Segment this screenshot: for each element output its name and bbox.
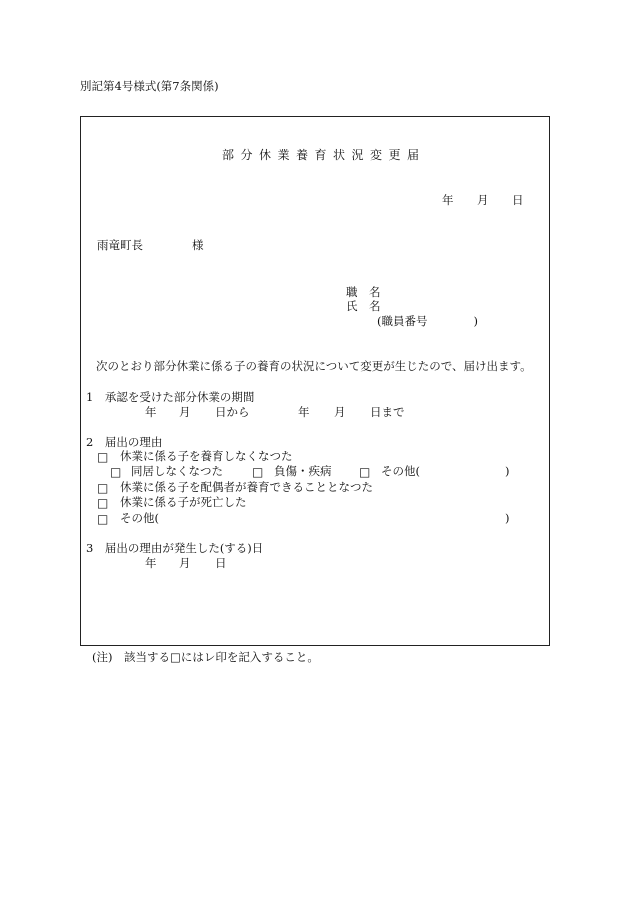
- form-number-label: 別記第4号様式(第7条関係): [80, 79, 219, 93]
- reason-other-close: ): [505, 511, 510, 525]
- section2-heading: 2 届出の理由: [86, 435, 163, 449]
- period-from-month[interactable]: 月: [179, 405, 191, 419]
- checkbox-injury-illness[interactable]: □: [252, 465, 264, 479]
- submission-date-month[interactable]: 月: [477, 193, 489, 207]
- position-label[interactable]: 職 名: [346, 285, 381, 299]
- checkbox-child-died[interactable]: □: [97, 496, 109, 510]
- period-to-year[interactable]: 年: [298, 405, 310, 419]
- checkbox-other[interactable]: □: [97, 512, 109, 526]
- checkbox-other-sub[interactable]: □: [359, 465, 371, 479]
- form-title: 部分休業養育状況変更届: [222, 148, 426, 162]
- addressee-name: 雨竜町長: [97, 238, 143, 252]
- period-to-day[interactable]: 日まで: [370, 405, 405, 419]
- period-from-year[interactable]: 年: [145, 405, 157, 419]
- reason-other[interactable]: その他(: [120, 511, 159, 525]
- submission-date-year[interactable]: 年: [442, 193, 454, 207]
- reason-other-sub-close: ): [505, 464, 510, 478]
- occurrence-date-year[interactable]: 年: [145, 556, 157, 570]
- staff-number-field[interactable]: (職員番号 ): [377, 314, 478, 328]
- reason-no-longer-raising: 休業に係る子を養育しなくなつた: [120, 449, 293, 463]
- name-label[interactable]: 氏 名: [346, 299, 381, 313]
- reason-other-sub[interactable]: その他(: [381, 464, 420, 478]
- reason-not-living-together: 同居しなくなつた: [131, 464, 223, 478]
- footnote: (注) 該当する□にはレ印を記入すること。: [92, 650, 319, 664]
- checkbox-spouse-can-raise[interactable]: □: [97, 481, 109, 495]
- section3-heading: 3 届出の理由が発生した(する)日: [86, 541, 264, 555]
- reason-injury-illness: 負傷・疾病: [274, 464, 332, 478]
- intro-text: 次のとおり部分休業に係る子の養育の状況について変更が生じたので、届け出ます。: [96, 359, 532, 373]
- section1-heading: 1 承認を受けた部分休業の期間: [86, 390, 255, 404]
- checkbox-no-longer-raising[interactable]: □: [97, 450, 109, 464]
- submission-date-day[interactable]: 日: [512, 193, 524, 207]
- reason-spouse-can-raise: 休業に係る子を配偶者が養育できることとなつた: [120, 480, 373, 494]
- period-from-day[interactable]: 日から: [215, 405, 250, 419]
- addressee-honorific: 様: [192, 238, 204, 252]
- occurrence-date-day[interactable]: 日: [215, 556, 227, 570]
- checkbox-not-living-together[interactable]: □: [110, 465, 122, 479]
- reason-child-died: 休業に係る子が死亡した: [120, 495, 247, 509]
- occurrence-date-month[interactable]: 月: [179, 556, 191, 570]
- period-to-month[interactable]: 月: [334, 405, 346, 419]
